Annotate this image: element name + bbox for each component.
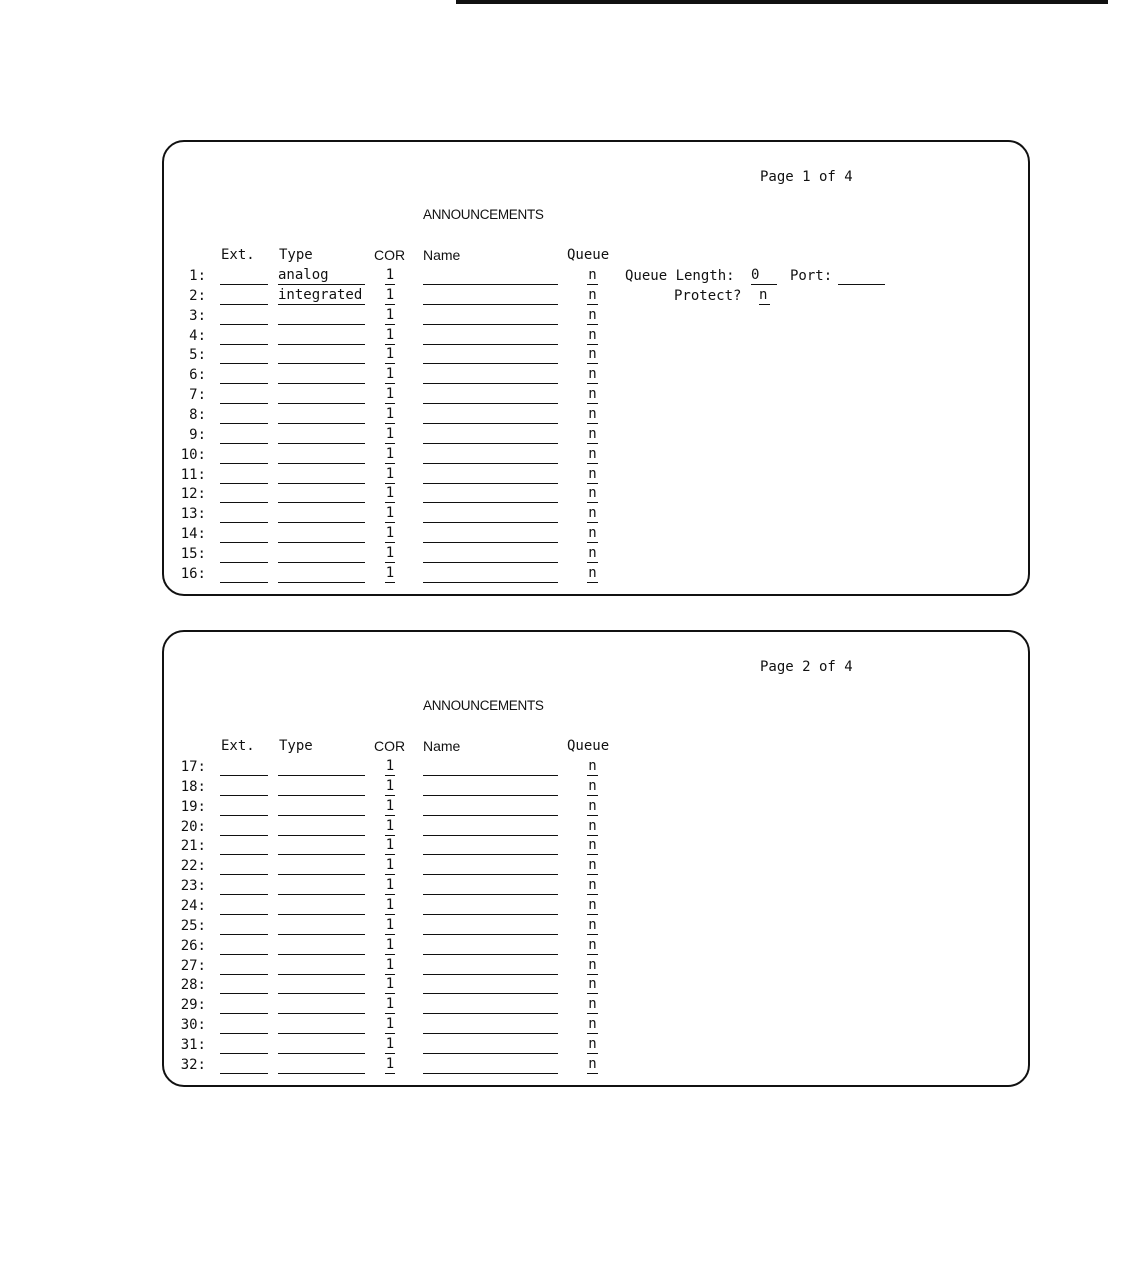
name-field[interactable] [423, 917, 558, 935]
queue-field[interactable]: n [588, 425, 597, 442]
ext-field[interactable] [220, 778, 268, 796]
ext-field[interactable] [220, 877, 268, 895]
announcements-screen-page-1 [162, 140, 1030, 596]
port-field[interactable] [838, 267, 885, 285]
cor-field[interactable]: 1 [385, 564, 395, 581]
row-number: 10: [180, 446, 206, 463]
queue-field[interactable]: n [588, 405, 597, 422]
name-field[interactable] [423, 976, 558, 994]
queue-field[interactable]: n [588, 346, 597, 363]
cor-field[interactable]: 1 [385, 425, 395, 442]
type-field[interactable] [278, 386, 365, 404]
queue-field[interactable]: n [588, 544, 597, 561]
row-number: 4: [189, 327, 206, 344]
type-field[interactable] [278, 837, 365, 855]
screen-title: ANNOUNCEMENTS [423, 207, 544, 222]
row-number: 29: [180, 997, 206, 1014]
cor-field[interactable]: 1 [385, 485, 395, 502]
name-field[interactable] [423, 287, 558, 305]
column-header-name: Name [423, 738, 461, 754]
row-number: 2: [189, 287, 206, 304]
cor-field[interactable]: 1 [385, 837, 395, 854]
column-header-ext: Ext. [221, 247, 255, 263]
row-number: 20: [180, 818, 206, 835]
row-number: 32: [180, 1056, 206, 1073]
type-field[interactable] [278, 897, 365, 915]
row-number: 13: [180, 506, 206, 523]
name-field[interactable] [423, 525, 558, 543]
type-field[interactable] [278, 996, 365, 1014]
queue-field[interactable]: n [588, 1035, 597, 1052]
queue-field[interactable]: n [588, 996, 597, 1013]
cor-field[interactable]: 1 [385, 366, 395, 383]
type-field[interactable]: analog [278, 267, 365, 285]
port-label: Port: [790, 268, 833, 284]
column-header-type: Type [279, 738, 313, 754]
name-field[interactable] [423, 346, 558, 364]
name-field[interactable] [423, 505, 558, 523]
name-field[interactable] [423, 897, 558, 915]
ext-field[interactable] [220, 327, 268, 345]
screen-title: ANNOUNCEMENTS [423, 698, 544, 713]
name-field[interactable] [423, 327, 558, 345]
queue-length-label: Queue Length: [625, 268, 735, 284]
row-number: 31: [180, 1036, 206, 1053]
name-field[interactable] [423, 957, 558, 975]
name-field[interactable] [423, 996, 558, 1014]
queue-field[interactable]: n [588, 267, 597, 283]
queue-field[interactable]: n [588, 797, 597, 814]
type-field[interactable] [278, 565, 365, 583]
type-field[interactable]: integrated [278, 287, 365, 305]
ext-field[interactable] [220, 976, 268, 994]
name-field[interactable] [423, 426, 558, 444]
ext-field[interactable] [220, 485, 268, 503]
type-field[interactable] [278, 525, 365, 543]
queue-field[interactable]: n [588, 564, 597, 581]
name-field[interactable] [423, 798, 558, 816]
row-number: 1: [189, 268, 206, 284]
cor-field[interactable]: 1 [385, 525, 395, 542]
ext-field[interactable] [220, 996, 268, 1014]
queue-field[interactable]: n [588, 896, 597, 913]
cor-field[interactable]: 1 [385, 286, 395, 303]
name-field[interactable] [423, 837, 558, 855]
type-field[interactable] [278, 466, 365, 484]
page-indicator: Page 2 of 4 [760, 659, 853, 675]
name-field[interactable] [423, 485, 558, 503]
cor-field[interactable]: 1 [385, 976, 395, 993]
row-number: 14: [180, 526, 206, 543]
row-number: 12: [180, 486, 206, 503]
cor-field[interactable]: 1 [385, 326, 395, 343]
name-field[interactable] [423, 565, 558, 583]
queue-field[interactable]: n [588, 976, 597, 993]
type-field[interactable] [278, 877, 365, 895]
ext-field[interactable] [220, 386, 268, 404]
type-field[interactable] [278, 485, 365, 503]
cor-field[interactable]: 1 [385, 797, 395, 814]
type-field[interactable] [278, 505, 365, 523]
cor-field[interactable]: 1 [385, 306, 395, 323]
queue-field[interactable]: n [588, 465, 597, 482]
name-field[interactable] [423, 466, 558, 484]
type-field[interactable] [278, 917, 365, 935]
queue-field[interactable]: n [588, 366, 597, 383]
cor-field[interactable]: 1 [385, 777, 395, 794]
cor-field[interactable]: 1 [385, 346, 395, 363]
ext-field[interactable] [220, 1016, 268, 1034]
cor-field[interactable]: 1 [385, 857, 395, 874]
type-field[interactable] [278, 1056, 365, 1074]
type-field[interactable] [278, 406, 365, 424]
queue-field[interactable]: n [588, 777, 597, 794]
cor-field[interactable]: 1 [385, 936, 395, 953]
type-field[interactable] [278, 426, 365, 444]
row-number: 28: [180, 977, 206, 994]
row-number: 22: [180, 858, 206, 875]
cor-field[interactable]: 1 [385, 1035, 395, 1052]
queue-field[interactable]: n [588, 1016, 597, 1033]
name-field[interactable] [423, 1016, 558, 1034]
row-number: 26: [180, 937, 206, 954]
cor-field[interactable]: 1 [385, 465, 395, 482]
type-field[interactable] [278, 1016, 365, 1034]
name-field[interactable] [423, 778, 558, 796]
name-field[interactable] [423, 267, 558, 285]
type-field[interactable] [278, 976, 365, 994]
name-field[interactable] [423, 857, 558, 875]
ext-field[interactable] [220, 545, 268, 563]
name-field[interactable] [423, 545, 558, 563]
type-field[interactable] [278, 1036, 365, 1054]
queue-length-field[interactable]: 0 [751, 267, 777, 285]
queue-field[interactable]: n [588, 525, 597, 542]
type-field[interactable] [278, 957, 365, 975]
ext-field[interactable] [220, 525, 268, 543]
row-number: 15: [180, 545, 206, 562]
row-number: 5: [189, 347, 206, 364]
page-indicator: Page 1 of 4 [760, 169, 853, 185]
queue-field[interactable]: n [588, 817, 597, 834]
type-field[interactable] [278, 857, 365, 875]
name-field[interactable] [423, 818, 558, 836]
ext-field[interactable] [220, 758, 268, 776]
queue-field[interactable]: n [588, 445, 597, 462]
cor-field[interactable]: 1 [385, 956, 395, 973]
type-field[interactable] [278, 937, 365, 955]
queue-field[interactable]: n [588, 505, 597, 522]
name-field[interactable] [423, 386, 558, 404]
queue-field[interactable]: n [588, 758, 597, 774]
ext-field[interactable] [220, 307, 268, 325]
queue-field[interactable]: n [588, 916, 597, 933]
top-rule [456, 0, 1108, 4]
column-header-ext: Ext. [221, 738, 255, 754]
column-header-cor: COR [374, 738, 406, 754]
ext-field[interactable] [220, 1056, 268, 1074]
type-field[interactable] [278, 327, 365, 345]
type-field[interactable] [278, 545, 365, 563]
ext-field[interactable] [220, 798, 268, 816]
type-field[interactable] [278, 798, 365, 816]
type-field[interactable] [278, 307, 365, 325]
queue-field[interactable]: n [588, 936, 597, 953]
queue-field[interactable]: n [588, 1055, 597, 1072]
ext-field[interactable] [220, 267, 268, 285]
queue-field[interactable]: n [588, 956, 597, 973]
row-number: 27: [180, 957, 206, 974]
row-number: 25: [180, 917, 206, 934]
name-field[interactable] [423, 877, 558, 895]
queue-field[interactable]: n [588, 857, 597, 874]
cor-field[interactable]: 1 [385, 405, 395, 422]
queue-field[interactable]: n [588, 306, 597, 323]
ext-field[interactable] [220, 287, 268, 305]
cor-field[interactable]: 1 [385, 996, 395, 1013]
name-field[interactable] [423, 937, 558, 955]
type-field[interactable] [278, 446, 365, 464]
name-field[interactable] [423, 758, 558, 776]
ext-field[interactable] [220, 505, 268, 523]
row-number: 18: [180, 778, 206, 795]
ext-field[interactable] [220, 897, 268, 915]
cor-field[interactable]: 1 [385, 817, 395, 834]
cor-field[interactable]: 1 [385, 505, 395, 522]
cor-field[interactable]: 1 [385, 386, 395, 403]
ext-field[interactable] [220, 406, 268, 424]
row-number: 23: [180, 878, 206, 895]
name-field[interactable] [423, 406, 558, 424]
ext-field[interactable] [220, 346, 268, 364]
ext-field[interactable] [220, 1036, 268, 1054]
column-header-name: Name [423, 247, 461, 263]
row-number: 21: [180, 838, 206, 855]
column-header-type: Type [279, 247, 313, 263]
protect-label: Protect? [674, 288, 742, 304]
cor-field[interactable]: 1 [385, 758, 395, 774]
cor-field[interactable]: 1 [385, 1016, 395, 1033]
ext-field[interactable] [220, 917, 268, 935]
queue-field[interactable]: n [588, 485, 597, 502]
column-header-queue: Queue [567, 247, 610, 263]
protect-field[interactable]: n [759, 287, 770, 305]
ext-field[interactable] [220, 366, 268, 384]
cor-field[interactable]: 1 [385, 445, 395, 462]
row-number: 30: [180, 1017, 206, 1034]
cor-field[interactable]: 1 [385, 896, 395, 913]
type-field[interactable] [278, 346, 365, 364]
row-number: 16: [180, 565, 206, 582]
cor-field[interactable]: 1 [385, 267, 395, 283]
name-field[interactable] [423, 307, 558, 325]
column-header-cor: COR [374, 247, 406, 263]
type-field[interactable] [278, 758, 365, 776]
ext-field[interactable] [220, 957, 268, 975]
row-number: 3: [189, 307, 206, 324]
ext-field[interactable] [220, 857, 268, 875]
ext-field[interactable] [220, 818, 268, 836]
ext-field[interactable] [220, 446, 268, 464]
cor-field[interactable]: 1 [385, 544, 395, 561]
announcements-screen-page-2 [162, 630, 1030, 1087]
cor-field[interactable]: 1 [385, 877, 395, 894]
name-field[interactable] [423, 1056, 558, 1074]
row-number: 6: [189, 367, 206, 384]
row-number: 11: [180, 466, 206, 483]
row-number: 24: [180, 897, 206, 914]
queue-field[interactable]: n [588, 286, 597, 303]
type-field[interactable] [278, 778, 365, 796]
column-header-queue: Queue [567, 738, 610, 754]
cor-field[interactable]: 1 [385, 916, 395, 933]
name-field[interactable] [423, 366, 558, 384]
ext-field[interactable] [220, 565, 268, 583]
ext-field[interactable] [220, 426, 268, 444]
ext-field[interactable] [220, 466, 268, 484]
cor-field[interactable]: 1 [385, 1055, 395, 1072]
queue-field[interactable]: n [588, 837, 597, 854]
queue-field[interactable]: n [588, 386, 597, 403]
queue-field[interactable]: n [588, 877, 597, 894]
type-field[interactable] [278, 366, 365, 384]
row-number: 17: [180, 759, 206, 775]
type-field[interactable] [278, 818, 365, 836]
ext-field[interactable] [220, 837, 268, 855]
row-number: 9: [189, 426, 206, 443]
name-field[interactable] [423, 446, 558, 464]
queue-field[interactable]: n [588, 326, 597, 343]
name-field[interactable] [423, 1036, 558, 1054]
row-number: 19: [180, 798, 206, 815]
row-number: 7: [189, 387, 206, 404]
row-number: 8: [189, 406, 206, 423]
ext-field[interactable] [220, 937, 268, 955]
